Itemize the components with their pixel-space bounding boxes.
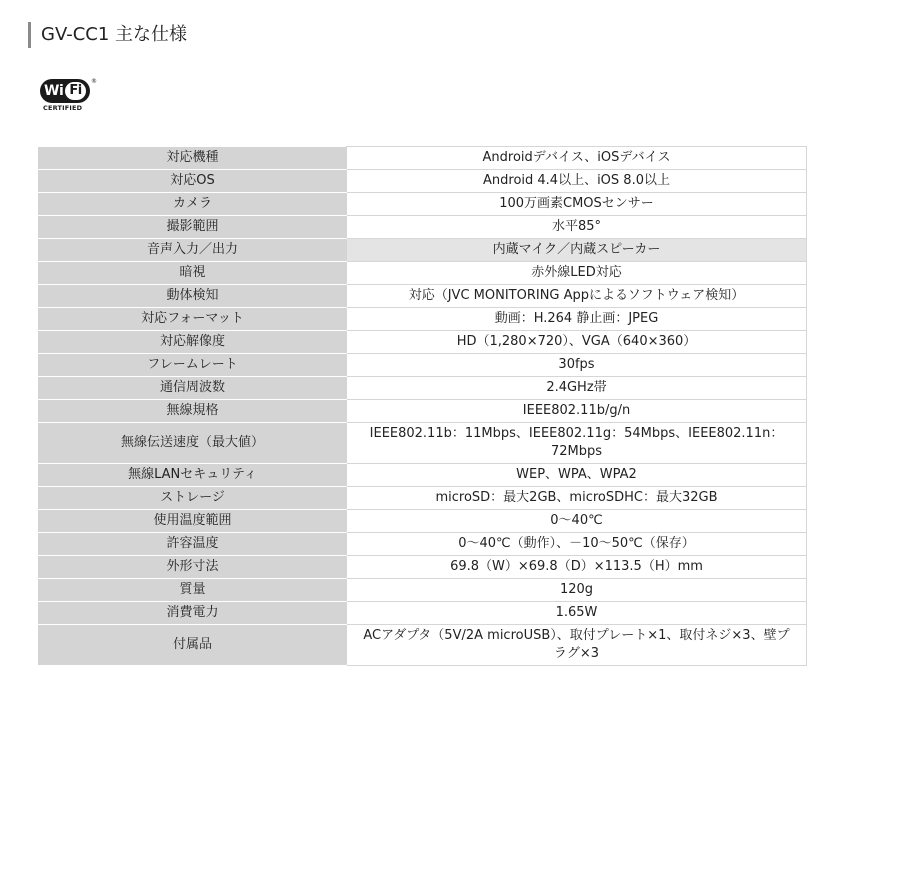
spec-table-body [39,147,807,666]
spec-value: 赤外線LED対応 [347,262,807,285]
spec-label: 外形寸法 [39,556,347,579]
wifi-logo-registered-mark: ® [91,78,97,85]
spec-row [39,216,807,239]
spec-row [39,331,807,354]
spec-label: 対応解像度 [39,331,347,354]
spec-value: microSD：最大2GB、microSDHC：最大32GB [347,487,807,510]
spec-label: カメラ [39,193,347,216]
spec-value: HD（1,280×720）、VGA（640×360） [347,331,807,354]
spec-row [39,239,807,262]
spec-label: 対応OS [39,170,347,193]
spec-value: WEP、WPA、WPA2 [347,464,807,487]
spec-label: 使用温度範囲 [39,510,347,533]
spec-label: 対応フォーマット [39,308,347,331]
spec-value: 1.65W [347,602,807,625]
spec-value: 0～40℃（動作）、－10～50℃（保存） [347,533,807,556]
spec-value: 2.4GHz帯 [347,377,807,400]
page-title: GV-CC1 主な仕様 [28,22,187,48]
spec-value: 水平85° [347,216,807,239]
spec-label: 撮影範囲 [39,216,347,239]
spec-label: 無線LANセキュリティ [39,464,347,487]
spec-label: 質量 [39,579,347,602]
spec-row [39,625,807,666]
wifi-badge [40,79,90,103]
spec-row [39,262,807,285]
spec-label: ストレージ [39,487,347,510]
wifi-certified-logo [40,79,96,113]
spec-value: 内蔵マイク／内蔵スピーカー [347,239,807,262]
spec-row [39,487,807,510]
spec-value: 69.8（W）×69.8（D）×113.5（H）mm [347,556,807,579]
spec-value: Androidデバイス、iOSデバイス [347,147,807,170]
spec-value: 動画：H.264 静止画：JPEG [347,308,807,331]
spec-row [39,602,807,625]
spec-row [39,170,807,193]
spec-row [39,147,807,170]
spec-row [39,193,807,216]
spec-row [39,556,807,579]
wifi-logo-certified: CERTIFIED [43,104,83,112]
spec-row [39,579,807,602]
spec-label: 付属品 [39,625,347,666]
spec-value: 120g [347,579,807,602]
spec-row [39,400,807,423]
spec-value: IEEE802.11b：11Mbps、IEEE802.11g：54Mbps、IEEE802.11n：72Mbps [347,423,807,464]
spec-value: 30fps [347,354,807,377]
spec-table [38,146,807,666]
spec-row [39,308,807,331]
spec-row [39,464,807,487]
spec-value: Android 4.4以上、iOS 8.0以上 [347,170,807,193]
spec-value: 0～40℃ [347,510,807,533]
spec-label: 対応機種 [39,147,347,170]
spec-label: 通信周波数 [39,377,347,400]
spec-row [39,510,807,533]
spec-label: 動体検知 [39,285,347,308]
spec-label: 無線規格 [39,400,347,423]
spec-row [39,423,807,464]
spec-label: フレームレート [39,354,347,377]
wifi-logo-fi: Fi [65,82,86,100]
spec-row [39,377,807,400]
spec-row [39,533,807,556]
wifi-logo-wi: Wi [44,83,64,99]
spec-label: 許容温度 [39,533,347,556]
spec-row [39,354,807,377]
spec-value: 100万画素CMOSセンサー [347,193,807,216]
spec-label: 音声入力／出力 [39,239,347,262]
spec-row [39,285,807,308]
spec-value: ACアダプタ（5V/2A microUSB）、取付プレート×1、取付ネジ×3、壁プラグ×3 [347,625,807,666]
spec-label: 無線伝送速度（最大値） [39,423,347,464]
spec-value: IEEE802.11b/g/n [347,400,807,423]
spec-value: 対応（JVC MONITORING Appによるソフトウェア検知） [347,285,807,308]
spec-label: 暗視 [39,262,347,285]
spec-label: 消費電力 [39,602,347,625]
